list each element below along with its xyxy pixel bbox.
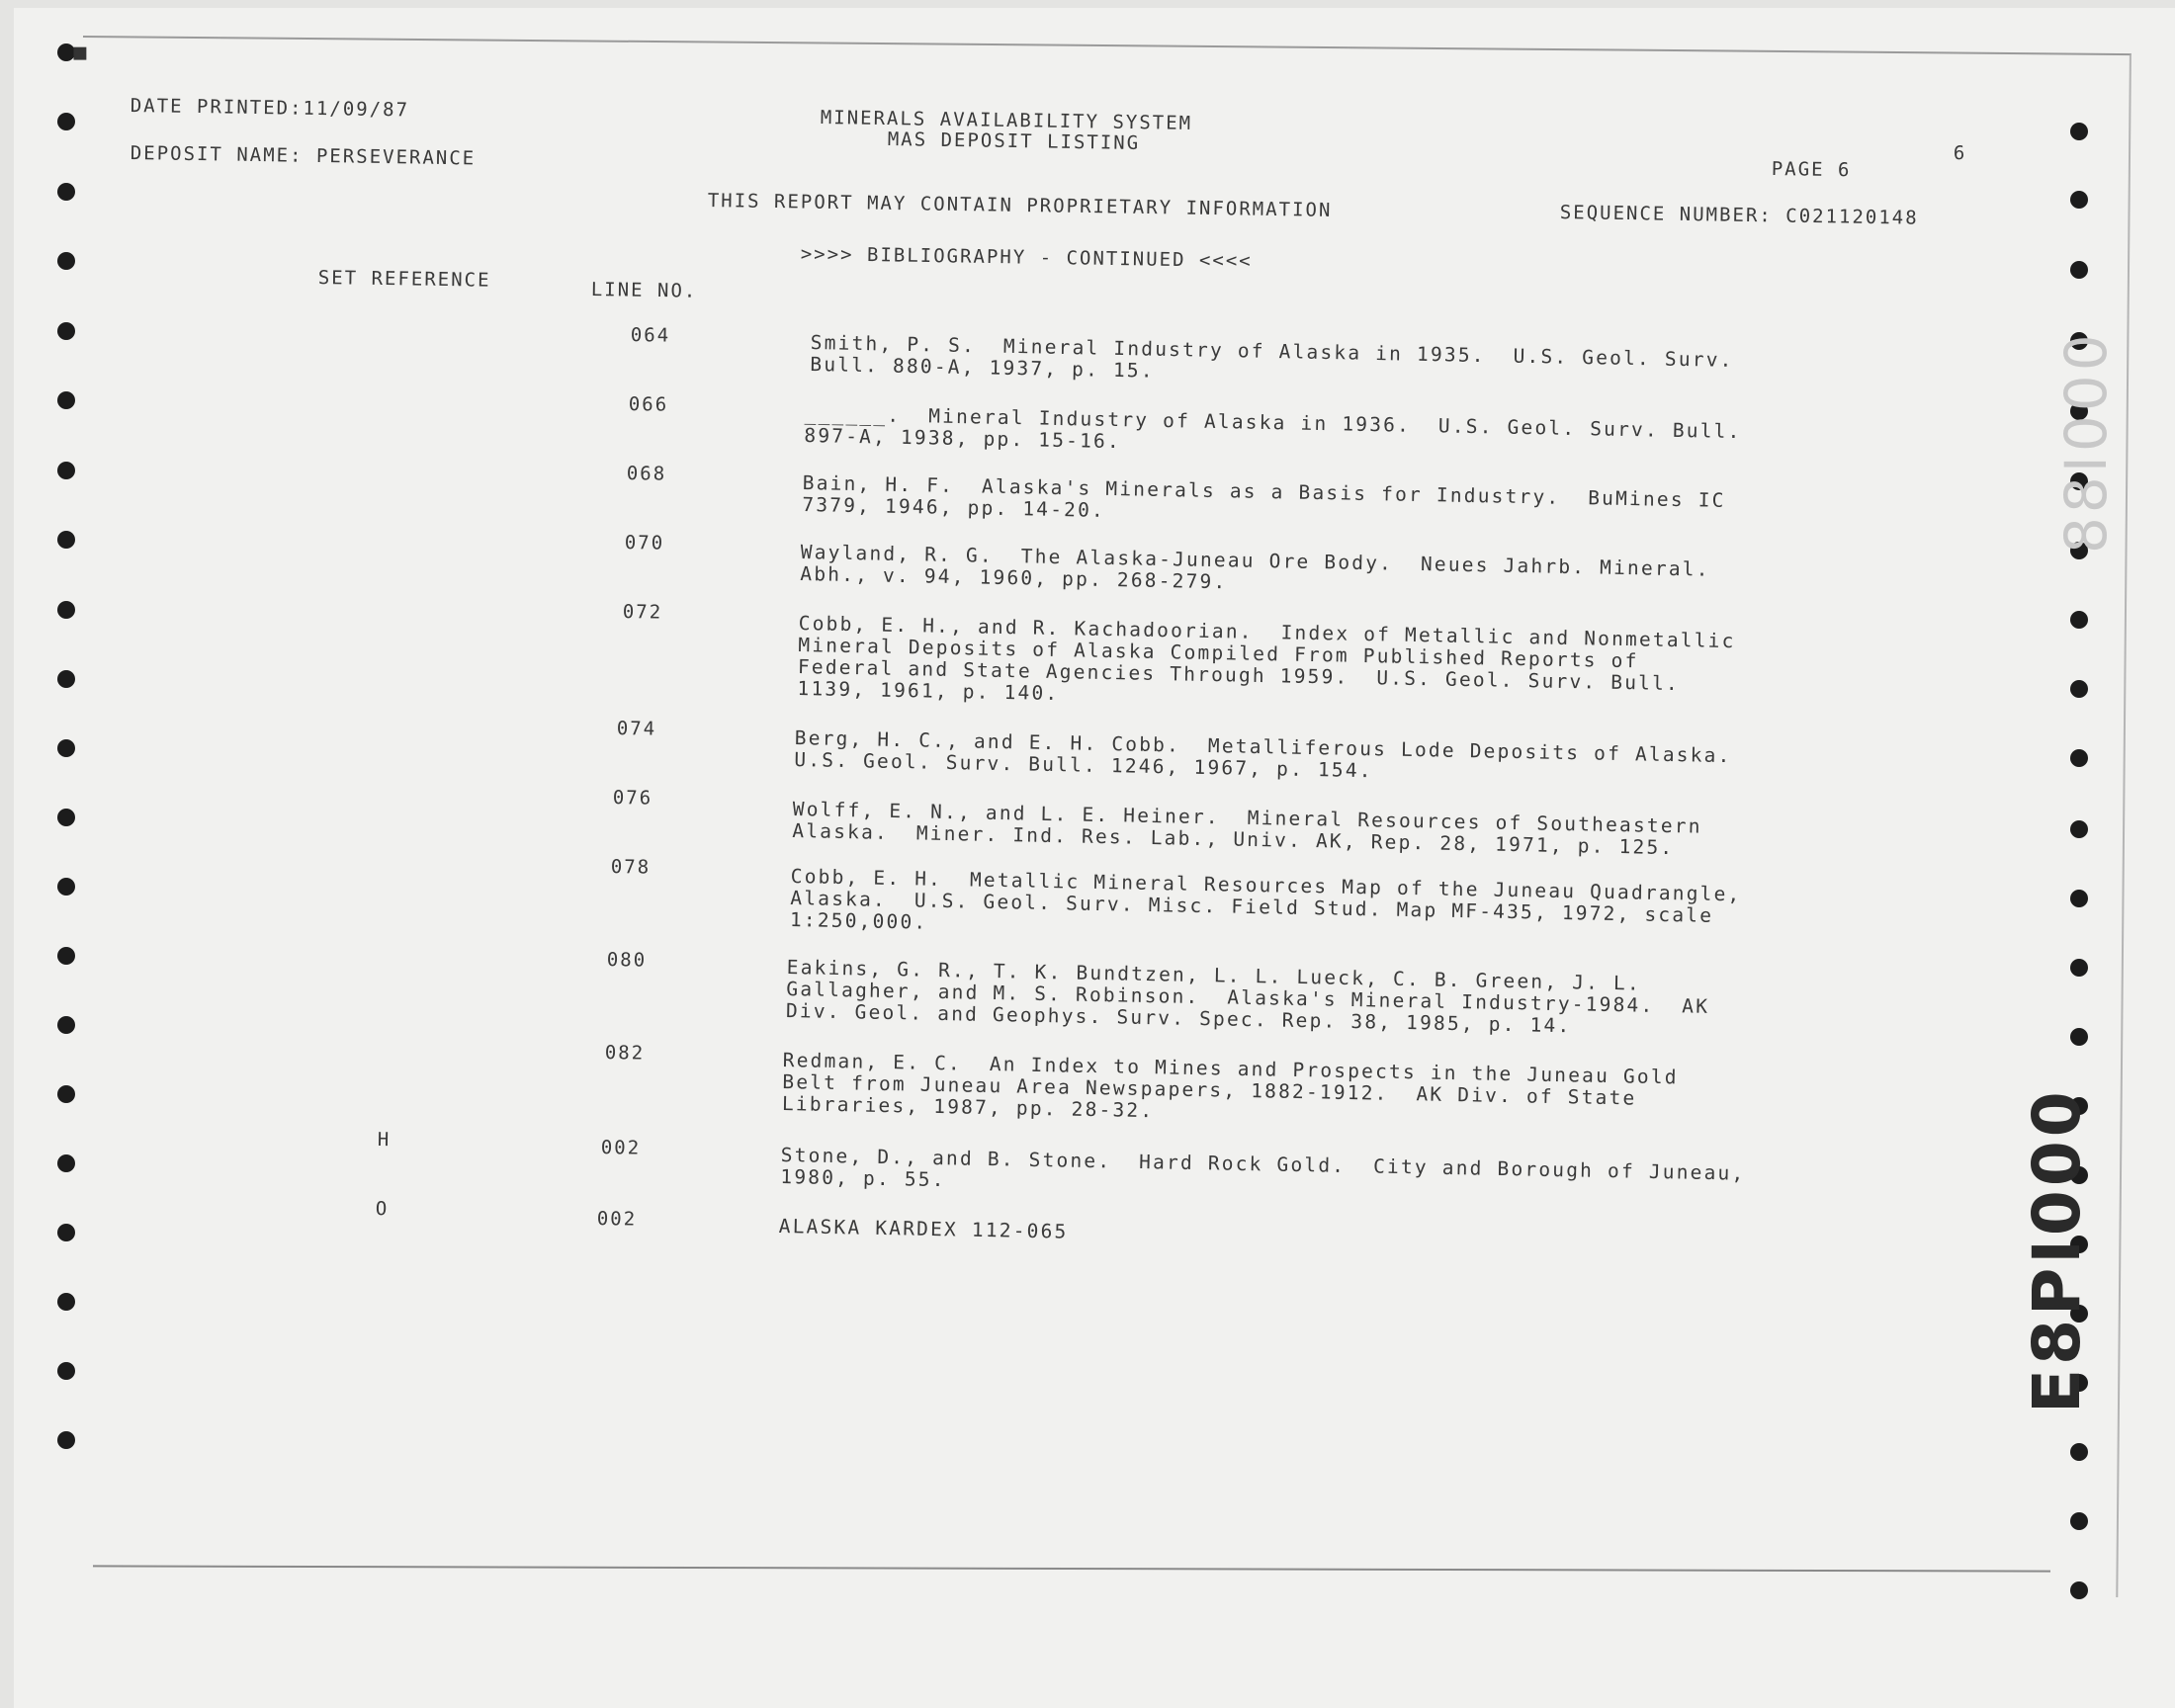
line-number: 070 — [624, 532, 665, 555]
feed-hole — [2070, 1512, 2088, 1530]
proprietary-notice: THIS REPORT MAY CONTAIN PROPRIETARY INFORMATION — [707, 190, 1333, 221]
line-number: 078 — [610, 856, 652, 879]
reference-text: Wayland, R. G. The Alaska-Juneau Ore Body. Neues Jahrb. Mineral. Abh., v. 94, 1960, pp. 268-279. — [800, 541, 1710, 594]
line-number: 066 — [628, 393, 669, 416]
feed-hole — [57, 1154, 75, 1172]
set-reference: H — [377, 1129, 392, 1152]
feed-hole — [57, 1293, 75, 1311]
line-number: 072 — [622, 601, 663, 624]
reference-text: Smith, P. S. Mineral Industry of Alaska in 1935. U.S. Geol. Surv. Bull. 880-A, 1937, p. 15. — [810, 331, 1734, 383]
microfilm-stamp: E8PI000 — [2019, 1087, 2095, 1413]
feed-hole — [57, 531, 75, 549]
feed-hole — [57, 878, 75, 896]
column-header-set-reference: SET REFERENCE — [317, 267, 491, 292]
date-printed: DATE PRINTED:11/09/87 — [130, 95, 410, 122]
line-number: 068 — [626, 463, 667, 485]
reference-text: Cobb, E. H., and R. Kachadoorian. Index of Metallic and Nonmetallic Mineral Deposits of Alaska Compiled From Published Reports of Federal and State Agencies Through 1959. U.S. Geol. Surv. Bull. 1139, 1961, p. 140. — [797, 612, 1736, 706]
feed-hole — [57, 462, 75, 479]
feed-hole — [2070, 749, 2088, 767]
feed-hole — [2070, 959, 2088, 977]
page-label: PAGE 6 — [1771, 158, 1852, 182]
reference-text: Eakins, G. R., T. K. Bundtzen, L. L. Lueck, C. B. Green, J. L. Gallagher, and M. S. Robinson. Alaska's Mineral Industry-1984. AK Div. Geol. and Geophys. Surv. Spec. Rep. 38, 1985, p. 14. — [785, 956, 1710, 1038]
reference-text: Berg, H. C., and E. H. Cobb. Metalliferous Lode Deposits of Alaska. U.S. Geol. Surv. Bull. 1246, 1967, p. 154. — [794, 726, 1732, 783]
feed-hole — [57, 601, 75, 619]
reference-text: Wolff, E. N., and L. E. Heiner. Mineral Resources of Southeastern Alaska. Miner. Ind. Res. Lab., Univ. AK, Rep. 28, 1971, p. 125. — [792, 798, 1702, 860]
line-number: 064 — [630, 324, 671, 347]
reference-text: Stone, D., and B. Stone. Hard Rock Gold. City and Borough of Juneau, 1980, p. 55. — [780, 1144, 1746, 1192]
feed-hole — [57, 1431, 75, 1449]
feed-hole — [2070, 123, 2088, 140]
feed-hole — [57, 1224, 75, 1241]
feed-hole — [57, 113, 75, 130]
faint-stamp: 88I000 — [2052, 330, 2120, 554]
feed-hole — [57, 947, 75, 965]
section-title: >>>> BIBLIOGRAPHY - CONTINUED <<<< — [800, 243, 1253, 273]
feed-hole — [57, 670, 75, 688]
line-number: 002 — [596, 1208, 638, 1231]
line-number: 082 — [604, 1042, 646, 1065]
deposit-name: DEPOSIT NAME: PERSEVERANCE — [130, 142, 477, 170]
feed-hole — [2070, 261, 2088, 279]
system-title: MINERALS AVAILABILITY SYSTEM — [820, 107, 1193, 134]
reference-text: Bain, H. F. Alaska's Minerals as a Basis for Industry. BuMines IC 7379, 1946, pp. 14-20. — [802, 471, 1726, 522]
system-subtitle: MAS DEPOSIT LISTING — [887, 128, 1141, 155]
feed-hole — [57, 1085, 75, 1103]
set-reference: O — [375, 1198, 390, 1221]
feed-hole — [2070, 680, 2088, 698]
feed-hole — [2070, 890, 2088, 907]
corner-smudge: ▪ — [71, 38, 89, 67]
column-header-line-no: LINE NO. — [590, 279, 698, 302]
feed-hole — [2070, 820, 2088, 838]
feed-hole — [57, 1362, 75, 1380]
feed-hole — [2070, 611, 2088, 629]
reference-text: Cobb, E. H. Metallic Mineral Resources Map of the Juneau Quadrangle, Alaska. U.S. Geol. Surv. Misc. Field Stud. Map MF-435, 1972, scale 1:250,000. — [789, 865, 1742, 934]
reference-text: ALASKA KARDEX 112-065 — [778, 1215, 1069, 1243]
line-number: 076 — [612, 787, 653, 810]
page-corner-number: 6 — [1953, 142, 1967, 165]
line-number: 080 — [606, 949, 648, 972]
reference-text: ______. Mineral Industry of Alaska in 1936. U.S. Geol. Surv. Bull. 897-A, 1938, pp. 15-16. — [804, 402, 1742, 454]
reference-text: Redman, E. C. An Index to Mines and Prospects in the Juneau Gold Belt from Juneau Area Newspapers, 1882-1912. AK Div. of State Libraries, 1987, pp. 28-32. — [781, 1049, 1679, 1123]
feed-hole — [2070, 1581, 2088, 1599]
feed-hole — [57, 809, 75, 826]
feed-hole — [57, 183, 75, 201]
feed-hole — [57, 1016, 75, 1034]
feed-hole — [2070, 191, 2088, 209]
line-number: 002 — [600, 1137, 642, 1159]
feed-hole — [2070, 1443, 2088, 1461]
feed-hole — [57, 322, 75, 340]
feed-hole — [57, 739, 75, 757]
feed-hole — [57, 391, 75, 409]
line-number: 074 — [616, 718, 657, 740]
feed-hole — [2070, 1028, 2088, 1046]
feed-hole — [57, 252, 75, 270]
sequence-number: SEQUENCE NUMBER: C021120148 — [1559, 202, 1919, 229]
